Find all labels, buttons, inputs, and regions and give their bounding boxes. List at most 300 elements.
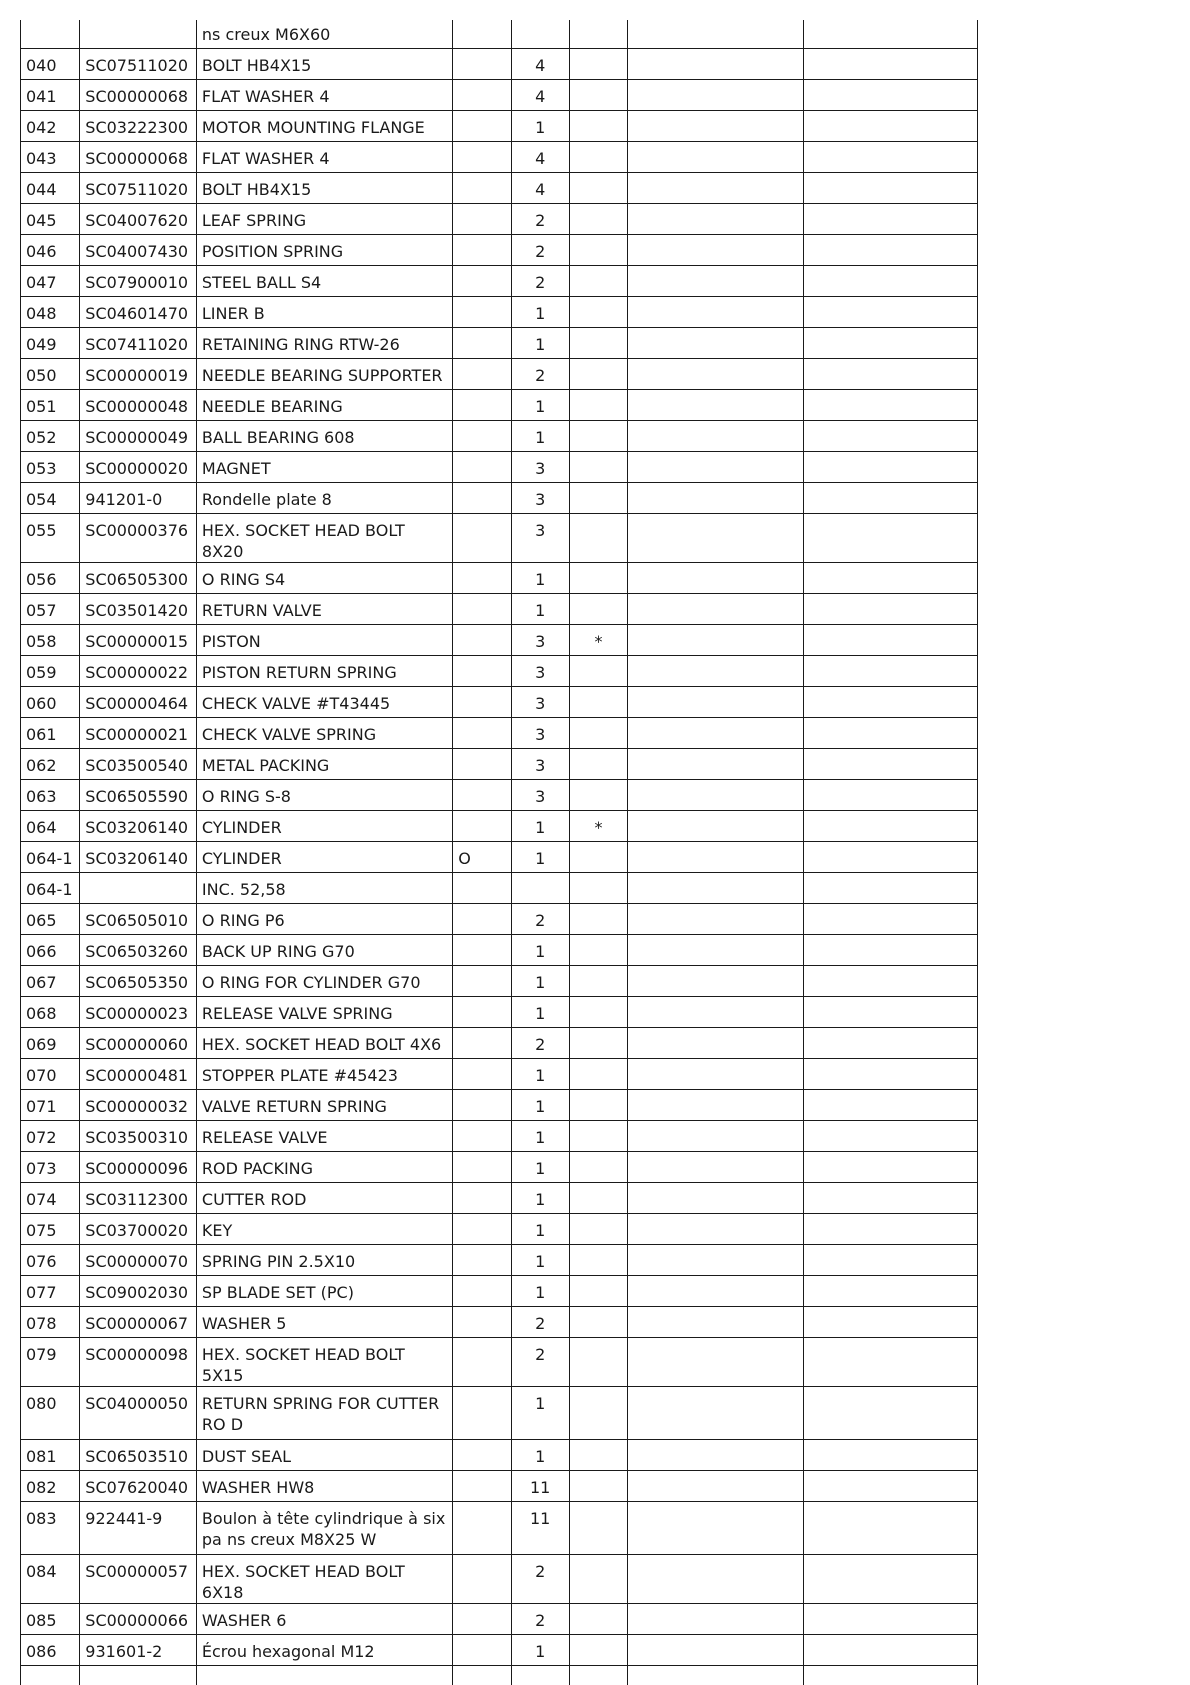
blank-col-b-cell bbox=[804, 1501, 978, 1554]
mark-cell bbox=[453, 389, 511, 420]
mark-cell bbox=[453, 172, 511, 203]
item-no-cell: 065 bbox=[21, 903, 80, 934]
note-cell bbox=[569, 717, 627, 748]
part-no-cell: SC04007430 bbox=[80, 234, 197, 265]
part-no-cell: SC03112300 bbox=[80, 1182, 197, 1213]
blank-col-a-cell bbox=[628, 1603, 804, 1634]
quantity-cell: 11 bbox=[511, 1501, 569, 1554]
blank-col-b-cell bbox=[804, 110, 978, 141]
mark-cell bbox=[453, 265, 511, 296]
blank-col-a-cell bbox=[628, 686, 804, 717]
quantity-cell bbox=[511, 20, 569, 48]
blank-col-a-cell bbox=[628, 965, 804, 996]
description-cell: RETAINING RING RTW-26 bbox=[196, 327, 452, 358]
mark-cell bbox=[453, 1337, 511, 1386]
item-no-cell: 055 bbox=[21, 513, 80, 562]
quantity-cell: 2 bbox=[511, 1554, 569, 1603]
description-cell: DUST SEAL bbox=[196, 1439, 452, 1470]
part-no-cell bbox=[80, 20, 197, 48]
item-no-cell: 051 bbox=[21, 389, 80, 420]
table-row bbox=[21, 513, 978, 562]
note-cell bbox=[569, 451, 627, 482]
part-no-cell: SC03700020 bbox=[80, 1213, 197, 1244]
item-no-cell: 061 bbox=[21, 717, 80, 748]
blank-col-b-cell bbox=[804, 655, 978, 686]
note-cell bbox=[569, 1665, 627, 1685]
note-cell bbox=[569, 1501, 627, 1554]
blank-col-b-cell bbox=[804, 1244, 978, 1275]
part-no-cell: SC00000464 bbox=[80, 686, 197, 717]
note-cell bbox=[569, 655, 627, 686]
blank-col-b-cell bbox=[804, 996, 978, 1027]
description-cell: FLAT WASHER 4 bbox=[196, 141, 452, 172]
item-no-cell: 085 bbox=[21, 1603, 80, 1634]
table-row bbox=[21, 1089, 978, 1120]
item-no-cell: 064-1 bbox=[21, 841, 80, 872]
mark-cell bbox=[453, 686, 511, 717]
part-no-cell: SC00000068 bbox=[80, 79, 197, 110]
note-cell bbox=[569, 141, 627, 172]
item-no-cell: 080 bbox=[21, 1386, 80, 1439]
quantity-cell: 1 bbox=[511, 1634, 569, 1665]
quantity-cell: 3 bbox=[511, 655, 569, 686]
blank-col-b-cell bbox=[804, 1634, 978, 1665]
blank-col-b-cell bbox=[804, 903, 978, 934]
part-no-cell: SC00000032 bbox=[80, 1089, 197, 1120]
blank-col-a-cell bbox=[628, 48, 804, 79]
mark-cell bbox=[453, 20, 511, 48]
item-no-cell: 059 bbox=[21, 655, 80, 686]
item-no-cell: 078 bbox=[21, 1306, 80, 1337]
description-cell: RELEASE VALVE bbox=[196, 1120, 452, 1151]
mark-cell bbox=[453, 996, 511, 1027]
note-cell bbox=[569, 1027, 627, 1058]
note-cell bbox=[569, 1337, 627, 1386]
mark-cell bbox=[453, 1439, 511, 1470]
parts-list-body bbox=[21, 20, 978, 1685]
mark-cell bbox=[453, 872, 511, 903]
mark-cell bbox=[453, 562, 511, 593]
blank-col-b-cell bbox=[804, 1470, 978, 1501]
blank-col-a-cell bbox=[628, 1634, 804, 1665]
table-row bbox=[21, 48, 978, 79]
note-cell bbox=[569, 1058, 627, 1089]
blank-col-b-cell bbox=[804, 934, 978, 965]
table-row bbox=[21, 1603, 978, 1634]
part-no-cell: SC00000070 bbox=[80, 1244, 197, 1275]
mark-cell bbox=[453, 141, 511, 172]
table-row bbox=[21, 1151, 978, 1182]
mark-cell bbox=[453, 1386, 511, 1439]
quantity-cell: 1 bbox=[511, 1182, 569, 1213]
quantity-cell: 4 bbox=[511, 48, 569, 79]
note-cell bbox=[569, 1151, 627, 1182]
item-no-cell: 082 bbox=[21, 1470, 80, 1501]
part-no-cell: SC00000057 bbox=[80, 1554, 197, 1603]
note-cell bbox=[569, 779, 627, 810]
mark-cell bbox=[453, 1306, 511, 1337]
part-no-cell: SC04007620 bbox=[80, 203, 197, 234]
mark-cell bbox=[453, 1213, 511, 1244]
note-cell bbox=[569, 841, 627, 872]
item-no-cell: 068 bbox=[21, 996, 80, 1027]
description-cell: BOLT HB4X15 bbox=[196, 48, 452, 79]
part-no-cell: 922441-9 bbox=[80, 1501, 197, 1554]
quantity-cell: 2 bbox=[511, 1027, 569, 1058]
mark-cell bbox=[453, 234, 511, 265]
note-cell bbox=[569, 20, 627, 48]
blank-col-a-cell bbox=[628, 1120, 804, 1151]
description-cell: FLAT WASHER 4 bbox=[196, 79, 452, 110]
part-no-cell: SC00000015 bbox=[80, 624, 197, 655]
table-row bbox=[21, 903, 978, 934]
blank-col-b-cell bbox=[804, 1120, 978, 1151]
description-cell: CUTTER ROD bbox=[196, 1182, 452, 1213]
quantity-cell: 3 bbox=[511, 482, 569, 513]
quantity-cell: 2 bbox=[511, 203, 569, 234]
item-no-cell: 081 bbox=[21, 1439, 80, 1470]
description-cell: BALL BEARING 608 bbox=[196, 420, 452, 451]
blank-col-b-cell bbox=[804, 1337, 978, 1386]
blank-col-b-cell bbox=[804, 1439, 978, 1470]
table-row bbox=[21, 420, 978, 451]
item-no-cell: 072 bbox=[21, 1120, 80, 1151]
table-row bbox=[21, 717, 978, 748]
blank-col-b-cell bbox=[804, 1213, 978, 1244]
quantity-cell: 1 bbox=[511, 1058, 569, 1089]
blank-col-b-cell bbox=[804, 1151, 978, 1182]
note-cell bbox=[569, 1244, 627, 1275]
quantity-cell: 2 bbox=[511, 903, 569, 934]
description-cell: STOPPER PLATE #45423 bbox=[196, 1058, 452, 1089]
description-cell: BOLT HB4X15 bbox=[196, 172, 452, 203]
quantity-cell: 1 bbox=[511, 1244, 569, 1275]
blank-col-a-cell bbox=[628, 1665, 804, 1685]
note-cell bbox=[569, 1470, 627, 1501]
description-cell: HEX. SOCKET HEAD BOLT 4X6 bbox=[196, 1027, 452, 1058]
blank-col-a-cell bbox=[628, 593, 804, 624]
table-row bbox=[21, 562, 978, 593]
blank-col-a-cell bbox=[628, 20, 804, 48]
mark-cell bbox=[453, 779, 511, 810]
blank-col-b-cell bbox=[804, 296, 978, 327]
table-row bbox=[21, 1275, 978, 1306]
table-row bbox=[21, 1386, 978, 1439]
quantity-cell: 1 bbox=[511, 1213, 569, 1244]
quantity-cell: 3 bbox=[511, 686, 569, 717]
description-cell: O RING P6 bbox=[196, 903, 452, 934]
description-cell: Écrou hexagonal M12 bbox=[196, 1634, 452, 1665]
blank-col-a-cell bbox=[628, 1213, 804, 1244]
blank-col-a-cell bbox=[628, 1470, 804, 1501]
table-row bbox=[21, 624, 978, 655]
blank-col-a-cell bbox=[628, 389, 804, 420]
table-row bbox=[21, 872, 978, 903]
blank-col-b-cell bbox=[804, 1603, 978, 1634]
blank-col-a-cell bbox=[628, 172, 804, 203]
note-cell bbox=[569, 420, 627, 451]
item-no-cell: 084 bbox=[21, 1554, 80, 1603]
table-row bbox=[21, 810, 978, 841]
mark-cell bbox=[453, 934, 511, 965]
blank-col-a-cell bbox=[628, 655, 804, 686]
mark-cell bbox=[453, 327, 511, 358]
note-cell bbox=[569, 203, 627, 234]
table-row bbox=[21, 686, 978, 717]
item-no-cell: 043 bbox=[21, 141, 80, 172]
mark-cell bbox=[453, 1027, 511, 1058]
quantity-cell: 2 bbox=[511, 1306, 569, 1337]
description-cell: ROD PACKING bbox=[196, 1151, 452, 1182]
mark-cell bbox=[453, 810, 511, 841]
part-no-cell: SC00000376 bbox=[80, 513, 197, 562]
item-no-cell: 047 bbox=[21, 265, 80, 296]
blank-col-b-cell bbox=[804, 79, 978, 110]
mark-cell bbox=[453, 79, 511, 110]
quantity-cell bbox=[511, 1665, 569, 1685]
blank-col-a-cell bbox=[628, 265, 804, 296]
part-no-cell: SC07620040 bbox=[80, 1470, 197, 1501]
description-cell: NEEDLE BEARING SUPPORTER bbox=[196, 358, 452, 389]
part-no-cell: SC00000481 bbox=[80, 1058, 197, 1089]
quantity-cell: 1 bbox=[511, 562, 569, 593]
note-cell bbox=[569, 562, 627, 593]
quantity-cell: 1 bbox=[511, 1439, 569, 1470]
quantity-cell: 1 bbox=[511, 1386, 569, 1439]
table-row bbox=[21, 327, 978, 358]
blank-col-b-cell bbox=[804, 965, 978, 996]
part-no-cell: SC00000049 bbox=[80, 420, 197, 451]
note-cell bbox=[569, 1439, 627, 1470]
table-row bbox=[21, 1554, 978, 1603]
blank-col-a-cell bbox=[628, 234, 804, 265]
note-cell bbox=[569, 872, 627, 903]
blank-col-a-cell bbox=[628, 934, 804, 965]
blank-col-a-cell bbox=[628, 748, 804, 779]
blank-col-a-cell bbox=[628, 624, 804, 655]
item-no-cell: 057 bbox=[21, 593, 80, 624]
blank-col-a-cell bbox=[628, 996, 804, 1027]
table-row bbox=[21, 172, 978, 203]
item-no-cell: 067 bbox=[21, 965, 80, 996]
blank-col-b-cell bbox=[804, 841, 978, 872]
blank-col-b-cell bbox=[804, 1386, 978, 1439]
part-no-cell bbox=[80, 1665, 197, 1685]
table-row bbox=[21, 234, 978, 265]
mark-cell bbox=[453, 296, 511, 327]
blank-col-b-cell bbox=[804, 717, 978, 748]
blank-col-b-cell bbox=[804, 420, 978, 451]
item-no-cell: 066 bbox=[21, 934, 80, 965]
item-no-cell: 045 bbox=[21, 203, 80, 234]
quantity-cell: 2 bbox=[511, 265, 569, 296]
blank-col-a-cell bbox=[628, 903, 804, 934]
part-no-cell bbox=[80, 872, 197, 903]
blank-col-a-cell bbox=[628, 420, 804, 451]
mark-cell bbox=[453, 451, 511, 482]
description-cell: O RING FOR CYLINDER G70 bbox=[196, 965, 452, 996]
note-cell bbox=[569, 1089, 627, 1120]
blank-col-b-cell bbox=[804, 389, 978, 420]
mark-cell bbox=[453, 1603, 511, 1634]
blank-col-a-cell bbox=[628, 779, 804, 810]
item-no-cell: 076 bbox=[21, 1244, 80, 1275]
description-cell: NEEDLE BEARING bbox=[196, 389, 452, 420]
item-no-cell bbox=[21, 1665, 80, 1685]
description-cell: RETURN VALVE bbox=[196, 593, 452, 624]
blank-col-a-cell bbox=[628, 1151, 804, 1182]
table-row bbox=[21, 1058, 978, 1089]
description-cell: VALVE RETURN SPRING bbox=[196, 1089, 452, 1120]
quantity-cell: 1 bbox=[511, 389, 569, 420]
blank-col-a-cell bbox=[628, 872, 804, 903]
item-no-cell: 048 bbox=[21, 296, 80, 327]
part-no-cell: SC06505350 bbox=[80, 965, 197, 996]
blank-col-a-cell bbox=[628, 1089, 804, 1120]
note-cell bbox=[569, 1213, 627, 1244]
note-cell bbox=[569, 1386, 627, 1439]
blank-col-a-cell bbox=[628, 327, 804, 358]
blank-col-a-cell bbox=[628, 1275, 804, 1306]
blank-col-b-cell bbox=[804, 172, 978, 203]
mark-cell bbox=[453, 1470, 511, 1501]
description-cell: KEY bbox=[196, 1213, 452, 1244]
part-no-cell: SC03222300 bbox=[80, 110, 197, 141]
quantity-cell bbox=[511, 872, 569, 903]
table-row bbox=[21, 593, 978, 624]
item-no-cell: 069 bbox=[21, 1027, 80, 1058]
mark-cell bbox=[453, 1275, 511, 1306]
blank-col-a-cell bbox=[628, 810, 804, 841]
part-no-cell: SC00000020 bbox=[80, 451, 197, 482]
mark-cell bbox=[453, 420, 511, 451]
blank-col-a-cell bbox=[628, 79, 804, 110]
item-no-cell: 056 bbox=[21, 562, 80, 593]
blank-col-b-cell bbox=[804, 20, 978, 48]
table-row bbox=[21, 20, 978, 48]
blank-col-a-cell bbox=[628, 1182, 804, 1213]
part-no-cell: SC07511020 bbox=[80, 48, 197, 79]
blank-col-a-cell bbox=[628, 1027, 804, 1058]
description-cell: INC. 52,58 bbox=[196, 872, 452, 903]
table-row bbox=[21, 1027, 978, 1058]
description-cell: METAL PACKING bbox=[196, 748, 452, 779]
blank-col-b-cell bbox=[804, 593, 978, 624]
item-no-cell: 044 bbox=[21, 172, 80, 203]
description-cell: MAGNET bbox=[196, 451, 452, 482]
part-no-cell: SC00000068 bbox=[80, 141, 197, 172]
note-cell bbox=[569, 110, 627, 141]
quantity-cell: 1 bbox=[511, 996, 569, 1027]
blank-col-a-cell bbox=[628, 841, 804, 872]
blank-col-b-cell bbox=[804, 810, 978, 841]
table-row bbox=[21, 1213, 978, 1244]
blank-col-b-cell bbox=[804, 358, 978, 389]
description-cell: MOTOR MOUNTING FLANGE bbox=[196, 110, 452, 141]
mark-cell bbox=[453, 903, 511, 934]
blank-col-b-cell bbox=[804, 482, 978, 513]
quantity-cell: 2 bbox=[511, 1603, 569, 1634]
blank-col-a-cell bbox=[628, 110, 804, 141]
note-cell: * bbox=[569, 624, 627, 655]
description-cell: STEEL BALL S4 bbox=[196, 265, 452, 296]
blank-col-a-cell bbox=[628, 482, 804, 513]
table-row bbox=[21, 265, 978, 296]
mark-cell bbox=[453, 1634, 511, 1665]
note-cell bbox=[569, 358, 627, 389]
blank-col-a-cell bbox=[628, 562, 804, 593]
blank-col-a-cell bbox=[628, 1554, 804, 1603]
part-no-cell: SC00000023 bbox=[80, 996, 197, 1027]
item-no-cell: 062 bbox=[21, 748, 80, 779]
mark-cell bbox=[453, 965, 511, 996]
blank-col-a-cell bbox=[628, 1501, 804, 1554]
blank-col-b-cell bbox=[804, 1089, 978, 1120]
quantity-cell: 1 bbox=[511, 1151, 569, 1182]
item-no-cell: 054 bbox=[21, 482, 80, 513]
item-no-cell: 077 bbox=[21, 1275, 80, 1306]
note-cell bbox=[569, 1182, 627, 1213]
part-no-cell: SC03206140 bbox=[80, 810, 197, 841]
blank-col-b-cell bbox=[804, 203, 978, 234]
blank-col-b-cell bbox=[804, 624, 978, 655]
description-cell: O RING S4 bbox=[196, 562, 452, 593]
quantity-cell: 3 bbox=[511, 451, 569, 482]
note-cell bbox=[569, 389, 627, 420]
blank-col-a-cell bbox=[628, 451, 804, 482]
blank-col-b-cell bbox=[804, 234, 978, 265]
note-cell bbox=[569, 234, 627, 265]
item-no-cell: 074 bbox=[21, 1182, 80, 1213]
quantity-cell: 4 bbox=[511, 172, 569, 203]
note-cell bbox=[569, 903, 627, 934]
table-row bbox=[21, 451, 978, 482]
part-no-cell: SC00000098 bbox=[80, 1337, 197, 1386]
blank-col-b-cell bbox=[804, 1182, 978, 1213]
blank-col-b-cell bbox=[804, 1554, 978, 1603]
description-cell: CYLINDER bbox=[196, 810, 452, 841]
description-cell: CHECK VALVE SPRING bbox=[196, 717, 452, 748]
description-cell bbox=[196, 1665, 452, 1685]
note-cell bbox=[569, 686, 627, 717]
description-cell: PISTON bbox=[196, 624, 452, 655]
note-cell bbox=[569, 996, 627, 1027]
note-cell bbox=[569, 265, 627, 296]
part-no-cell: SC03500540 bbox=[80, 748, 197, 779]
description-cell: O RING S-8 bbox=[196, 779, 452, 810]
description-cell: RETURN SPRING FOR CUTTER RO D bbox=[196, 1386, 452, 1439]
table-row bbox=[21, 841, 978, 872]
blank-col-b-cell bbox=[804, 141, 978, 172]
quantity-cell: 1 bbox=[511, 810, 569, 841]
mark-cell bbox=[453, 748, 511, 779]
mark-cell bbox=[453, 513, 511, 562]
mark-cell bbox=[453, 1244, 511, 1275]
blank-col-a-cell bbox=[628, 717, 804, 748]
mark-cell bbox=[453, 1120, 511, 1151]
quantity-cell: 1 bbox=[511, 965, 569, 996]
part-no-cell: SC00000021 bbox=[80, 717, 197, 748]
description-cell: PISTON RETURN SPRING bbox=[196, 655, 452, 686]
part-no-cell: SC03206140 bbox=[80, 841, 197, 872]
part-no-cell: SC06503260 bbox=[80, 934, 197, 965]
mark-cell bbox=[453, 1554, 511, 1603]
note-cell bbox=[569, 1634, 627, 1665]
quantity-cell: 1 bbox=[511, 1275, 569, 1306]
blank-col-a-cell bbox=[628, 296, 804, 327]
part-no-cell: SC07411020 bbox=[80, 327, 197, 358]
quantity-cell: 1 bbox=[511, 841, 569, 872]
